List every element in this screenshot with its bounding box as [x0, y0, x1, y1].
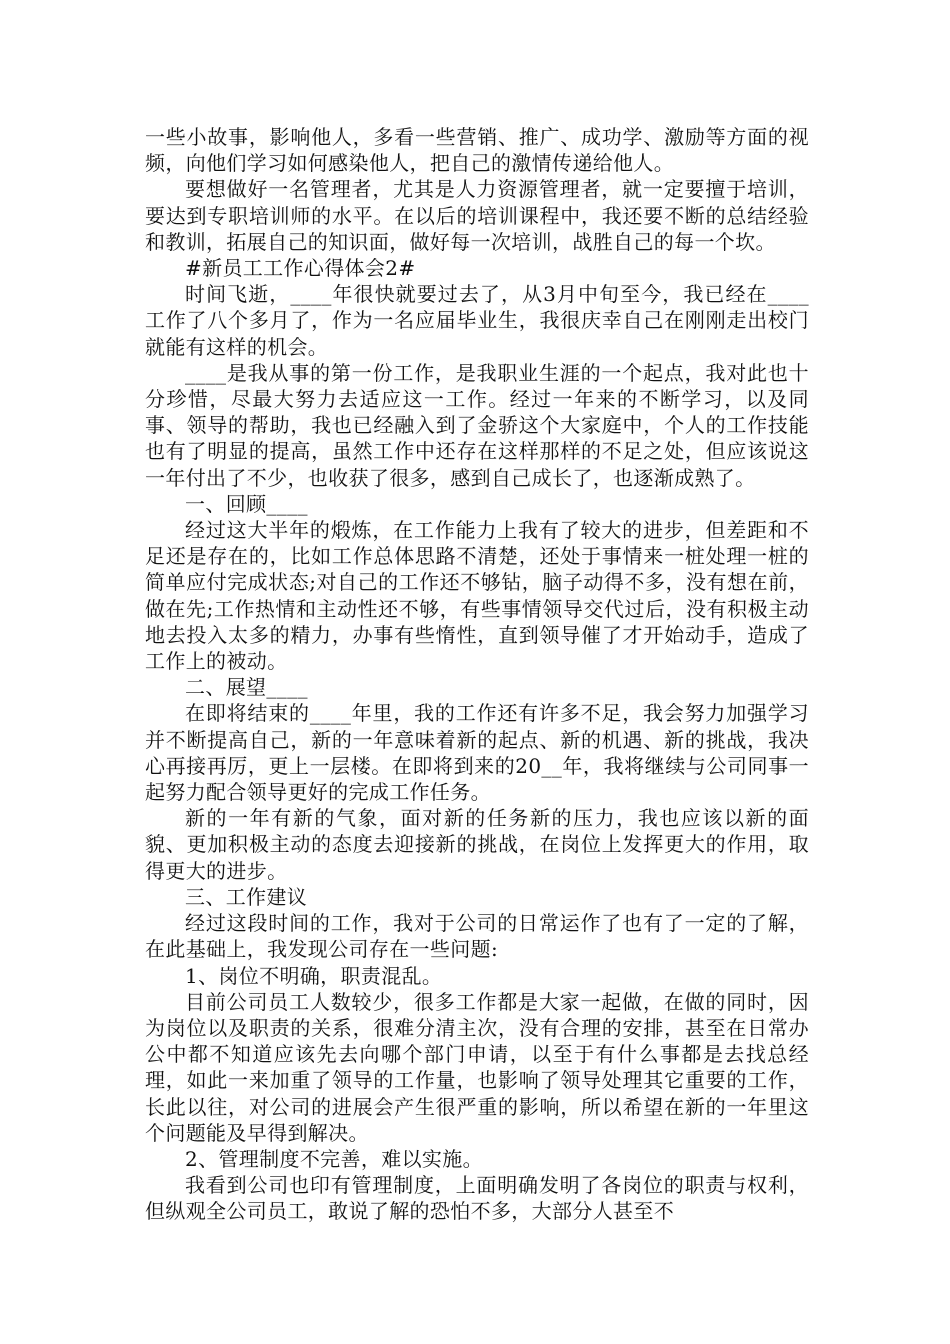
paragraph: 我看到公司也印有管理制度，上面明确发明了各岗位的职责与权利，但纵观全公司员工，敢说了解的恐怕不多，大部分人甚至不: [145, 1173, 809, 1224]
paragraph: 经过这段时间的工作，我对于公司的日常运作了也有了一定的了解，在此基础上，我发现公司存在一些问题:: [145, 911, 809, 962]
list-item-heading: 1、岗位不明确，职责混乱。: [185, 963, 443, 988]
section-heading: 二、展望____: [185, 675, 308, 700]
section-heading: 一、回顾____: [185, 491, 308, 516]
section-heading: 三、工作建议: [185, 884, 308, 909]
paragraph: ____是我从事的第一份工作，是我职业生涯的一个起点，我对此也十分珍惜，尽最大努力去适应这一工作。经过一年来的不断学习，以及同事、领导的帮助，我也已经融入到了金骄这个大家庭中，个人的工作技能也有了明显的提高，虽然工作中还存在这样那样的不足之处，但应该说这一年付出了不少，也收获了很多，感到自己成长了，也逐渐成熟了。: [145, 360, 809, 490]
paragraph: 要想做好一名管理者，尤其是人力资源管理者，就一定要擅于培训，要达到专职培训师的水平。在以后的培训课程中，我还要不断的总结经验和教训，拓展自己的知识面，做好每一次培训，战胜自己的每一个坎。: [145, 177, 809, 254]
section-heading: #新员工工作心得体会2#: [185, 256, 416, 281]
paragraph: 经过这大半年的煅炼，在工作能力上我有了较大的进步，但差距和不足还是存在的，比如工作总体思路不清楚，还处于事情来一桩处理一桩的简单应付完成状态;对自己的工作还不够钻，脑子动得不多，没有想在前，做在先;工作热情和主动性还不够，有些事情领导交代过后，没有积极主动地去投入太多的精力，办事有些惰性，直到领导催了才开始动手，造成了工作上的被动。: [145, 518, 809, 674]
paragraph: 时间飞逝，____年很快就要过去了，从3月中旬至今，我已经在____工作了八个多月了，作为一名应届毕业生，我很庆幸自己在刚刚走出校门就能有这样的机会。: [145, 282, 809, 359]
paragraph: 一些小故事，影响他人，多看一些营销、推广、成功学、激励等方面的视频，向他们学习如何感染他人，把自己的激情传递给他人。: [145, 125, 809, 176]
paragraph: 新的一年有新的气象，面对新的任务新的压力，我也应该以新的面貌、更加积极主动的态度去迎接新的挑战，在岗位上发挥更大的作用，取得更大的进步。: [145, 806, 809, 883]
paragraph: 目前公司员工人数较少，很多工作都是大家一起做，在做的同时，因为岗位以及职责的关系，很难分清主次，没有合理的安排，甚至在日常办公中都不知道应该先去向哪个部门申请，以至于有什么事都是去找总经理，如此一来加重了领导的工作量，也影响了领导处理其它重要的工作，长此以往，对公司的进展会产生很严重的影响，所以希望在新的一年里这个问题能及早得到解决。: [145, 989, 809, 1145]
paragraph: 在即将结束的____年里，我的工作还有许多不足，我会努力加强学习并不断提高自己，新的一年意味着新的起点、新的机遇、新的挑战，我决心再接再厉，更上一层楼。在即将到来的20__年，我将继续与公司同事一起努力配合领导更好的完成工作任务。: [145, 701, 809, 805]
document-page: [145, 124, 809, 1225]
list-item-heading: 2、管理制度不完善，难以实施。: [185, 1146, 483, 1171]
